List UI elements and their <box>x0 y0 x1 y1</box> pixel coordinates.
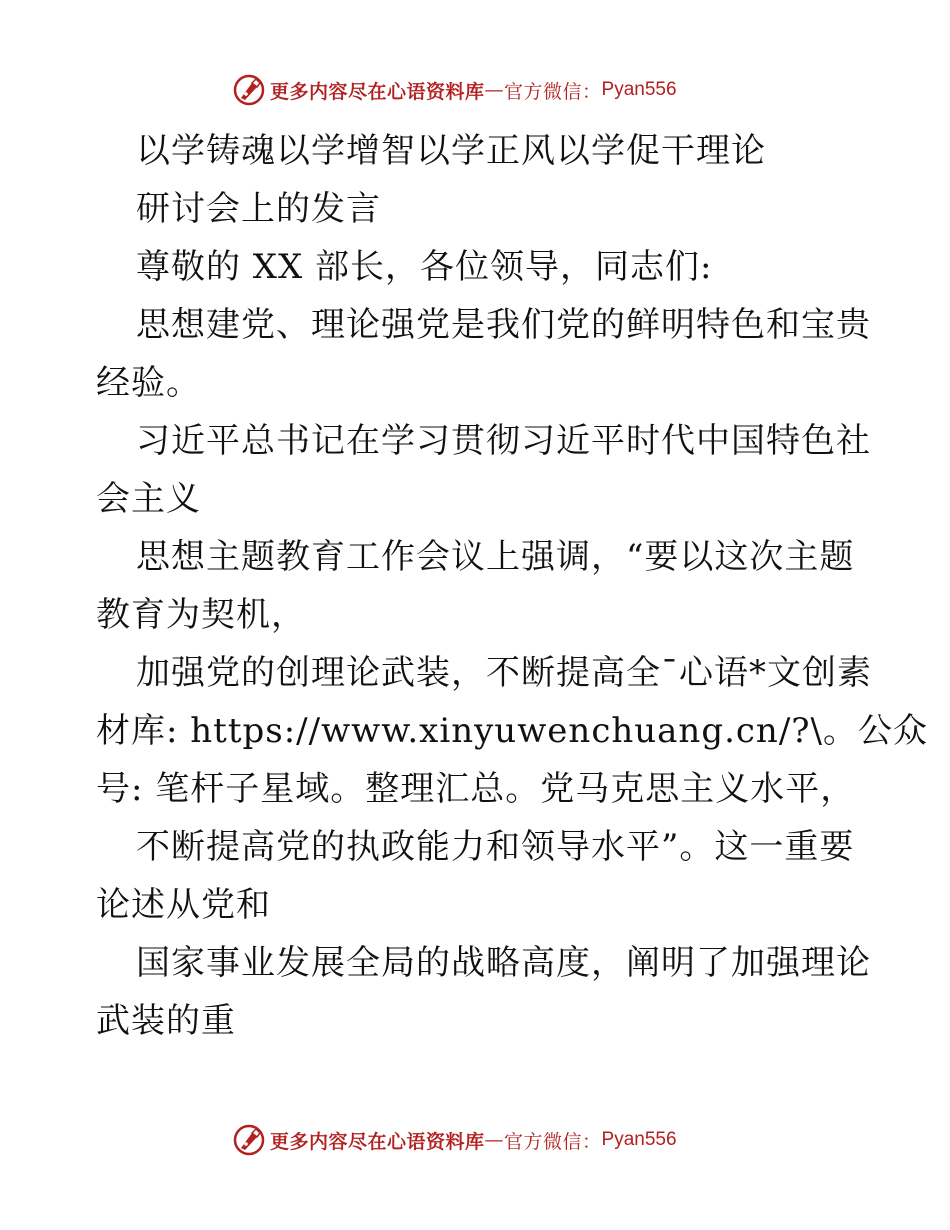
text-line: 材库: https://www.xinyuwenchuang.cn/?\。公众 <box>96 711 928 751</box>
text-line: 习近平总书记在学习贯彻习近平时代中国特色社 <box>136 421 871 461</box>
text-line: 思想主题教育工作会议上强调，“要以这次主题 <box>136 537 855 577</box>
pen-nib-icon <box>232 73 266 107</box>
watermark-handle: Pyan556 <box>601 1129 677 1150</box>
text-line: 武装的重 <box>96 1001 236 1041</box>
watermark-brand: 更多内容尽在心语资料库 <box>270 1130 485 1153</box>
text-line: 以学铸魂以学增智以学正风以学促干理论 <box>136 131 766 171</box>
footer-watermark[interactable] <box>232 1120 677 1160</box>
text-line: 经验。 <box>96 363 201 403</box>
text-line: 会主义 <box>96 479 201 519</box>
text-line: 国家事业发展全局的战略高度，阐明了加强理论 <box>136 943 871 983</box>
text-line: 研讨会上的发言 <box>136 189 381 229</box>
text-line: 加强党的创理论武装，不断提高全¯心语*文创素 <box>136 653 872 693</box>
document-body <box>96 122 928 1050</box>
watermark-separator: — <box>484 79 505 101</box>
header-watermark[interactable] <box>232 70 677 110</box>
watermark-handle: Pyan556 <box>601 79 677 100</box>
watermark-separator: — <box>484 1129 505 1151</box>
text-line: 思想建党、理论强党是我们党的鲜明特色和宝贵 <box>136 305 871 345</box>
watermark-official-label: 官方微信： <box>504 80 602 103</box>
text-line: 号: 笔杆子星域。整理汇总。党马克思主义水平， <box>96 769 856 809</box>
text-line: 论述从党和 <box>96 885 271 925</box>
watermark-official-label: 官方微信： <box>504 1130 602 1153</box>
text-line: 教育为契机， <box>96 595 306 635</box>
watermark-brand: 更多内容尽在心语资料库 <box>270 80 485 103</box>
text-line: 不断提高党的执政能力和领导水平”。这一重要 <box>136 827 855 867</box>
pen-nib-icon <box>232 1123 266 1157</box>
text-line: 尊敬的 XX 部长，各位领导，同志们: <box>136 247 713 287</box>
